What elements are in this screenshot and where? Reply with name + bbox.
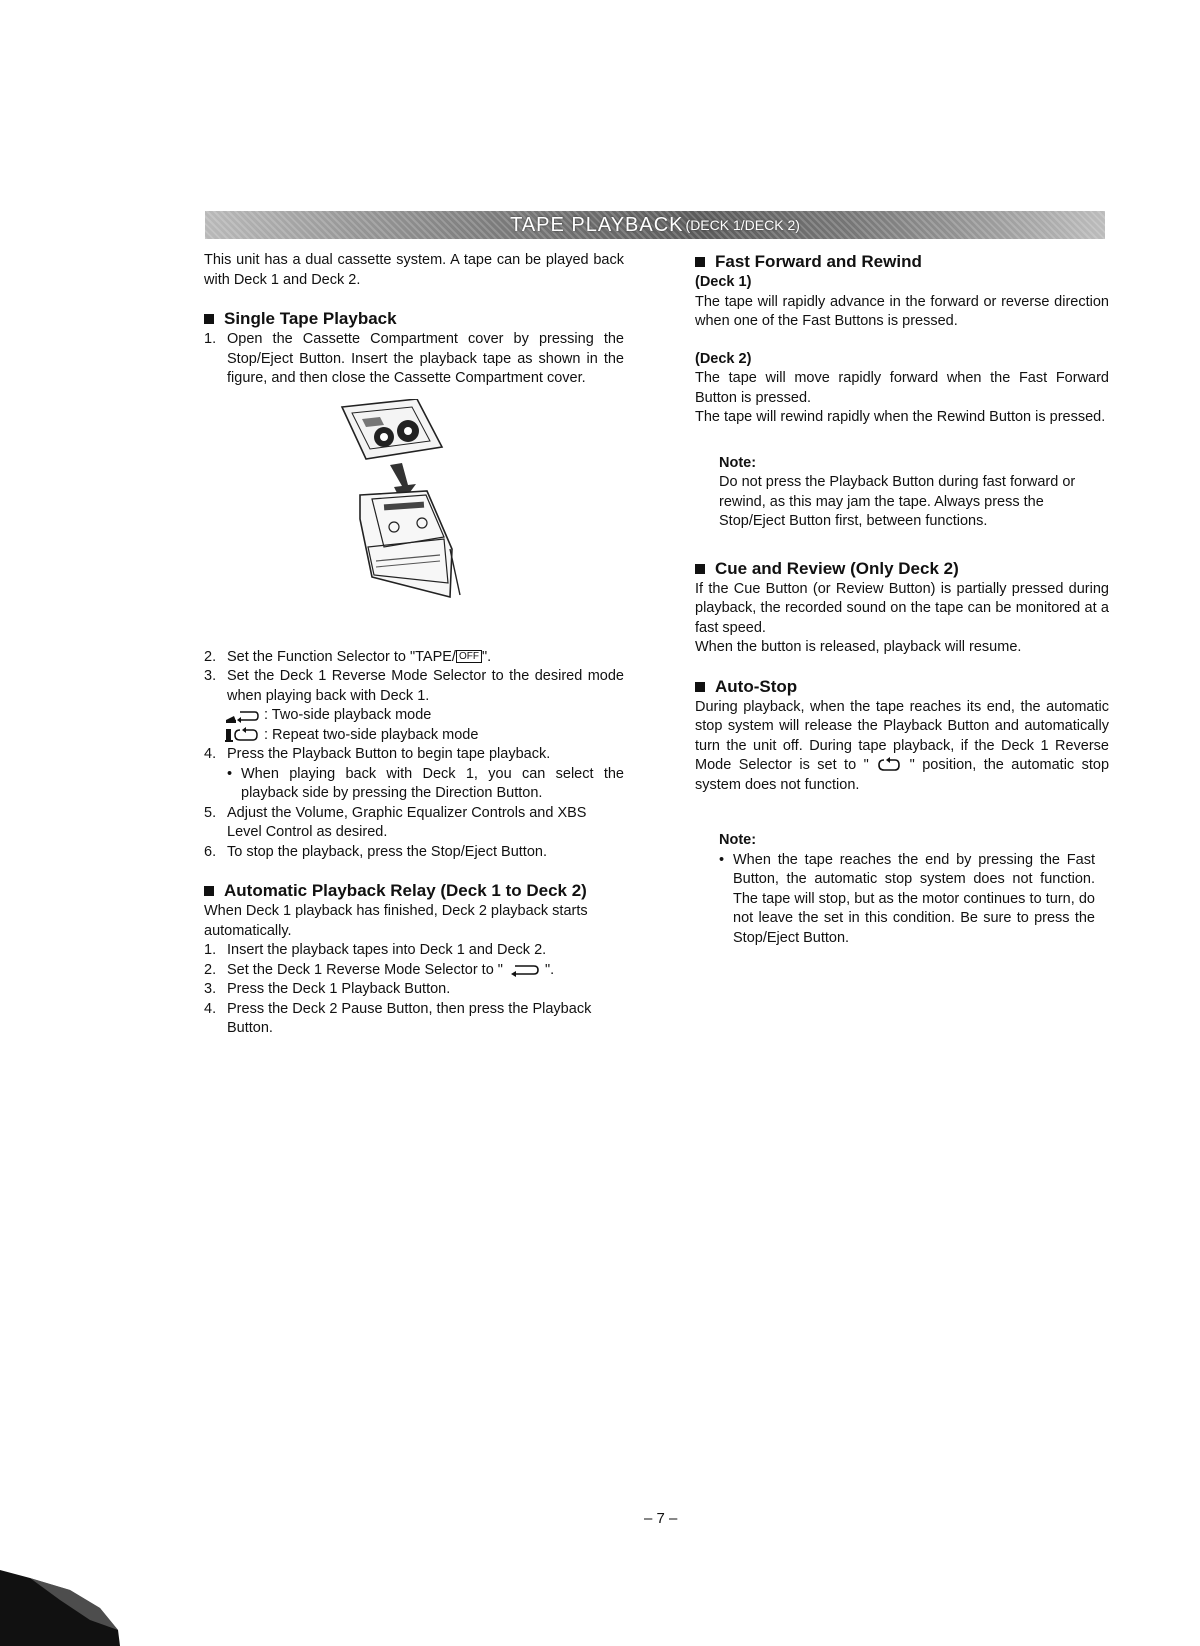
cassette-icon (342, 399, 442, 459)
relay-intro: When Deck 1 playback has finished, Deck 2 playback starts automatically. (204, 903, 588, 939)
cassette-insertion-figure (332, 399, 482, 604)
note-text: Do not press the Playback Button during fast forward or rewind, as this may jam the tape. Always press the Stop/Eject Button first, between functions. (719, 474, 1076, 529)
single-tape-steps-continued (204, 648, 624, 707)
repeat-mode-icon (224, 726, 260, 744)
cassette-deck-icon (360, 491, 460, 597)
intro-paragraph: This unit has a dual cassette system. A tape can be played back with Deck 1 and Deck 2. (204, 252, 624, 288)
bullet-dot: • (719, 851, 725, 868)
step-number: 4. (204, 1000, 217, 1017)
cue-review-heading (695, 558, 1109, 580)
deck2-text-rewind: The tape will rewind rapidly when the Rewind Button is pressed. (695, 409, 1106, 425)
list-item (204, 1000, 624, 1039)
heading-text: Automatic Playback Relay (Deck 1 to Deck 2) (224, 881, 587, 900)
step-number: 2. (204, 961, 217, 978)
step-number: 6. (204, 843, 217, 860)
relay-steps (204, 941, 624, 1039)
square-bullet-icon (204, 886, 214, 896)
deck1-text: The tape will rapidly advance in the forward or reverse direction when one of the Fast Buttons is pressed. (695, 293, 1109, 329)
square-bullet-icon (204, 314, 214, 324)
step-number: 1. (204, 331, 217, 347)
step-number: 3. (204, 668, 217, 684)
cue-release-text: When the button is released, playback will resume. (695, 639, 1022, 655)
list-item (204, 804, 624, 843)
bullet-text: When playing back with Deck 1, you can select the playback side by pressing the Direction Button. (241, 765, 624, 801)
banner-title: TAPE PLAYBACK (510, 213, 684, 236)
step-text: Press the Playback Button to begin tape playback. (227, 746, 551, 762)
auto-stop-text (695, 698, 1109, 796)
mode-label: : Repeat two-side playback mode (264, 726, 479, 743)
square-bullet-icon (695, 257, 705, 267)
off-label-box: OFF (456, 650, 482, 663)
list-item (204, 648, 624, 668)
list-item (204, 941, 624, 961)
single-tape-steps-final (204, 745, 624, 862)
list-item (204, 667, 624, 706)
single-tape-steps (204, 330, 624, 389)
square-bullet-icon (695, 564, 705, 574)
page-number: – 7 – (644, 1510, 678, 1527)
cue-text: If the Cue Button (or Review Button) is partially pressed during playback, the recorded sound on the tape can be monitored at a fast speed. (695, 580, 1109, 636)
auto-stop-text-start: During playback, when the tape reaches its end, the automatic stop system will release the Playback Button and automatically turn the unit off. During tape playback, if the Deck 1 Reverse Mode Selector is set to " (695, 698, 1109, 773)
mode-repeat-row (204, 726, 624, 746)
list-item (204, 843, 624, 863)
two-side-mode-icon (224, 707, 260, 725)
step-number: 4. (204, 746, 217, 762)
step-text: Set the Function Selector to "TAPE/ (227, 648, 456, 665)
step-number: 2. (204, 648, 217, 665)
mode-label: : Two-side playback mode (264, 707, 432, 723)
heading-text: Single Tape Playback (224, 309, 397, 328)
list-item (204, 961, 624, 981)
heading-text: Auto-Stop (715, 676, 798, 696)
step-number: 1. (204, 942, 217, 958)
note-text: When the tape reaches the end by pressing the Fast Button, the automatic stop system does not function. The tape will stop, but as the motor continues to turn, do not leave the set in this condition. Be sure to press the Stop/Eject Button. (733, 851, 1095, 946)
step-text: Adjust the Volume, Graphic Equalizer Controls and XBS Level Control as desired. (227, 804, 587, 840)
note-box (695, 454, 1109, 532)
repeat-mode-icon (876, 757, 902, 773)
banner-subtitle: (DECK 1/DECK 2) (685, 217, 800, 233)
list-item (204, 330, 624, 389)
step-text: Set the Deck 1 Reverse Mode Selector to the desired mode when playing back with Deck 1. (227, 668, 624, 704)
mode-two-side-row (204, 706, 624, 726)
step-text: Press the Deck 2 Pause Button, then press the Playback Button. (227, 1000, 592, 1036)
note-title: Note: (719, 454, 757, 471)
single-tape-heading (204, 308, 624, 330)
step-number: 5. (204, 804, 217, 821)
step-text: To stop the playback, press the Stop/Eject Button. (227, 843, 547, 860)
deck2-text-forward: The tape will move rapidly forward when the Fast Forward Button is pressed. (695, 370, 1109, 406)
step-text-end: ". (545, 961, 555, 978)
auto-stop-heading (695, 676, 1109, 698)
note-box (695, 831, 1109, 948)
heading-text: Cue and Review (Only Deck 2) (715, 558, 959, 578)
deck1-label: (Deck 1) (695, 274, 752, 290)
list-item (204, 980, 624, 1000)
note-bullet (719, 851, 1095, 949)
auto-stop-text-end: " position, the automatic stop system does not function. (695, 757, 1110, 793)
deck2-label: (Deck 2) (695, 350, 752, 367)
scan-corner-shadow (0, 1560, 120, 1646)
square-bullet-icon (695, 682, 705, 692)
section-banner (205, 211, 1105, 239)
step-text-end: ". (481, 648, 492, 665)
left-column (204, 251, 624, 1039)
relay-heading (204, 880, 624, 902)
step-number: 3. (204, 981, 217, 997)
step-text: Press the Deck 1 Playback Button. (227, 981, 451, 997)
step-text: Insert the playback tapes into Deck 1 and Deck 2. (227, 942, 547, 958)
list-item (204, 745, 624, 804)
step-text: Set the Deck 1 Reverse Mode Selector to " (227, 961, 503, 978)
two-side-mode-icon (507, 962, 541, 978)
heading-text: Fast Forward and Rewind (715, 252, 922, 271)
fast-forward-heading (695, 251, 1109, 273)
bullet-dot: • (227, 765, 233, 782)
right-column (695, 251, 1109, 948)
step-bullet (227, 765, 624, 804)
step-text: Open the Cassette Compartment cover by pressing the Stop/Eject Button. Insert the playback tape as shown in the figure, and then close the Cassette Compartment cover. (227, 331, 624, 386)
note-title: Note: (719, 832, 757, 848)
